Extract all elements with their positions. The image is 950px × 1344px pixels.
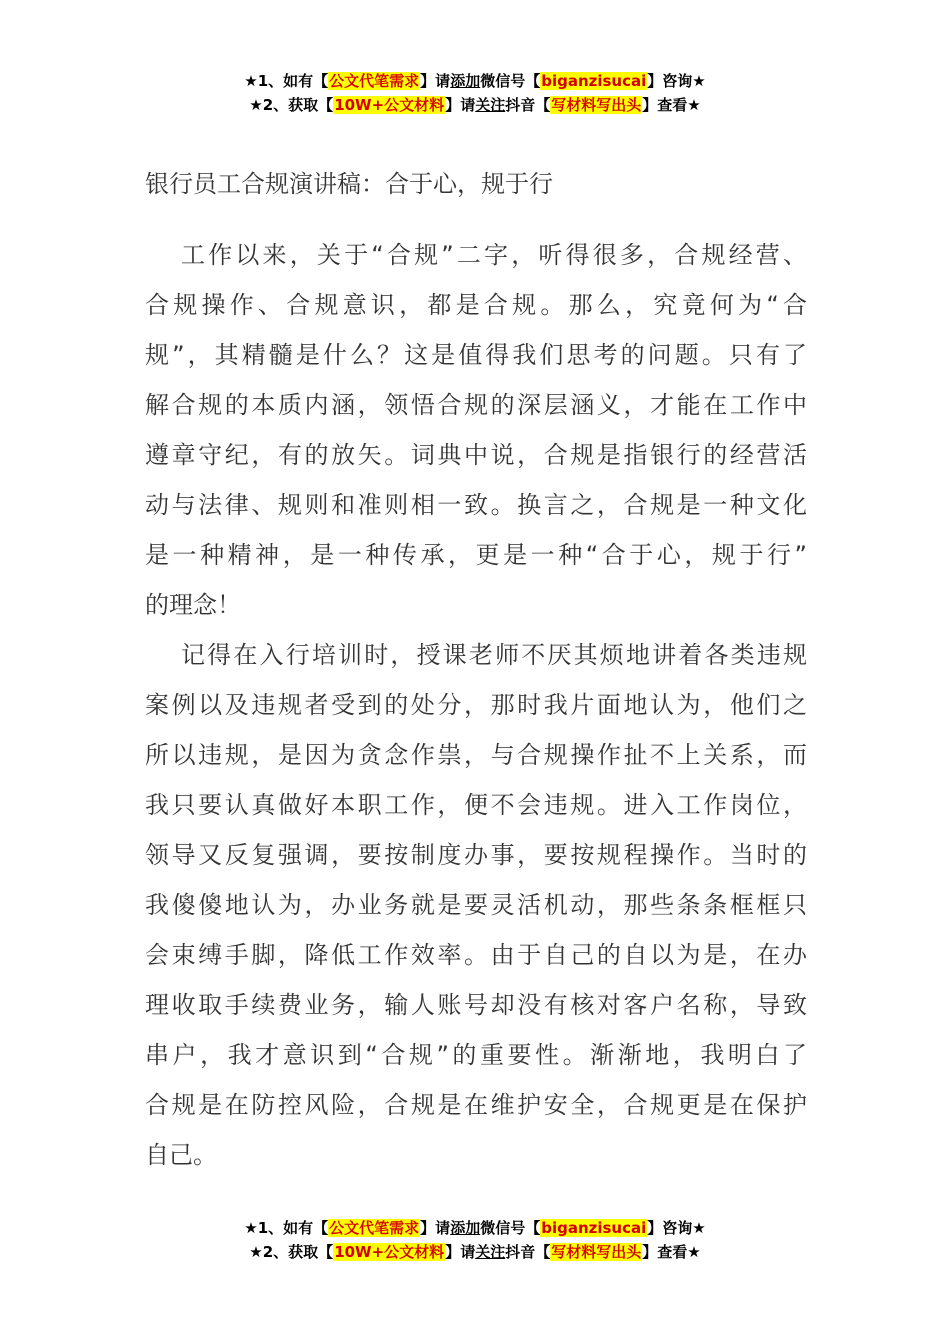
text-line: 工作以来，关于“合规”二字，听得很多，合规经营、 [181,241,807,269]
underlined-text: 添加 [450,1219,481,1237]
header-banner [0,69,950,117]
text-line: 会束缚手脚，降低工作效率。由于自己的自以为是，在办 [145,941,807,969]
text-line: 解合规的本质内涵，领悟合规的深层涵义，才能在工作中 [145,391,807,419]
banner-text: 】请 [445,1243,476,1261]
banner-text: 抖音【 [505,96,551,114]
highlight-wechat-id: biganzisucai [541,72,647,90]
banner-line-2 [0,93,950,117]
banner-text: 】查看★ [642,96,701,114]
banner-text: ★2、获取【 [249,1243,334,1261]
text-line: 自己。 [145,1141,217,1169]
banner-line-1 [0,69,950,93]
document-body [145,230,807,1180]
text-line: 所以违规，是因为贪念作祟，与合规操作扯不上关系，而 [145,741,807,769]
text-line: 合规操作、合规意识，都是合规。那么，究竟何为“合 [145,291,807,319]
paragraph [145,230,807,630]
banner-text: 】咨询★ [647,1219,706,1237]
banner-text: 】查看★ [642,1243,701,1261]
text-line: 的理念！ [145,591,241,619]
text-line: 串户，我才意识到“合规”的重要性。渐渐地，我明白了 [145,1041,807,1069]
highlight-service: 公文代笔需求 [329,1219,420,1237]
text-line: 动与法律、规则和准则相一致。换言之，合规是一种文化 [145,491,807,519]
underlined-text: 添加 [450,72,481,90]
banner-text: 抖音【 [505,1243,551,1261]
banner-line-2 [0,1240,950,1264]
text-line: 我只要认真做好本职工作，便不会违规。进入工作岗位， [145,791,807,819]
highlight-service: 公文代笔需求 [329,72,420,90]
text-line: 理收取手续费业务，输人账号却没有核对客户名称，导致 [145,991,807,1019]
text-line: 是一种精神，是一种传承，更是一种“合于心，规于行” [145,541,807,569]
banner-line-1 [0,1216,950,1240]
footer-banner [0,1216,950,1264]
banner-text: ★2、获取【 [249,96,334,114]
document-title: 银行员工合规演讲稿：合于心，规于行 [145,170,553,198]
banner-text: 】请 [445,96,476,114]
banner-text: 】请 [420,72,451,90]
text-line: 领导又反复强调，要按制度办事，要按规程操作。当时的 [145,841,807,869]
banner-text: 微信号【 [480,1219,541,1237]
highlight-materials: 10W+公文材料 [334,96,445,114]
underlined-text: 关注 [475,96,506,114]
banner-text: 】请 [420,1219,451,1237]
banner-text: 微信号【 [480,72,541,90]
text-line: 案例以及违规者受到的处分，那时我片面地认为，他们之 [145,691,807,719]
underlined-text: 关注 [475,1243,506,1261]
text-line: 记得在入行培训时，授课老师不厌其烦地讲着各类违规 [181,641,807,669]
highlight-wechat-id: biganzisucai [541,1219,647,1237]
banner-text: ★1、如有【 [244,72,329,90]
highlight-douyin-id: 写材料写出头 [551,1243,642,1261]
text-line: 规”，其精髓是什么？这是值得我们思考的问题。只有了 [145,341,807,369]
highlight-douyin-id: 写材料写出头 [551,96,642,114]
highlight-materials: 10W+公文材料 [334,1243,445,1261]
banner-text: 】咨询★ [647,72,706,90]
paragraph [145,630,807,1180]
banner-text: ★1、如有【 [244,1219,329,1237]
text-line: 遵章守纪，有的放矢。词典中说，合规是指银行的经营活 [145,441,807,469]
text-line: 我傻傻地认为，办业务就是要灵活机动，那些条条框框只 [145,891,807,919]
text-line: 合规是在防控风险，合规是在维护安全，合规更是在保护 [145,1091,807,1119]
